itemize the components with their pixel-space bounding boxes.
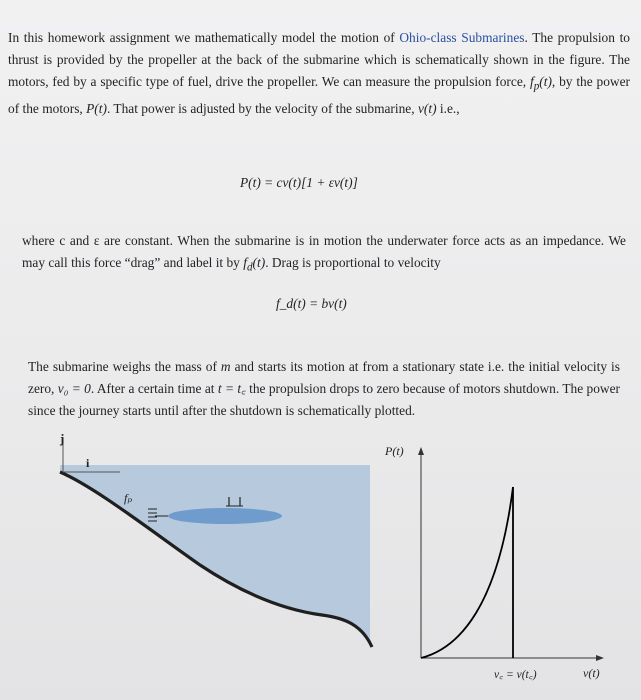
intro-text-3: , by the power of the motors, — [8, 73, 630, 116]
v-axis-arrow-icon — [596, 655, 604, 661]
drag-paragraph — [22, 230, 626, 279]
vc-label: v꜀ = v(t꜀) — [494, 669, 537, 681]
submarine-hull — [168, 508, 282, 524]
intro-text-5: i.e., — [436, 100, 460, 116]
power-curve — [421, 487, 513, 658]
intro-paragraph — [8, 27, 630, 119]
velocity-symbol: v(t) — [417, 100, 437, 116]
initial-velocity: v₀ = 0 — [57, 380, 91, 396]
mass-text-2: and starts its motion at from a stationary state i.e. the initial velocity is zero, — [28, 359, 620, 396]
j-label: j — [60, 431, 65, 446]
drag-equation: f_d(t) = bv(t) — [276, 296, 347, 311]
intro-text-4: . That power is adjusted by the velocity of the submarine, — [106, 100, 418, 116]
p-axis-label: P(t) — [385, 444, 404, 458]
power-symbol: P(t) — [86, 100, 107, 116]
intro-text-2: . The propulsion to thrust is provided by the propeller at the back of the submarine which is schematically shown in the figure. The motors, fed by a specific type of fuel, drive the propeller. We can measure the propulsion force, — [8, 30, 630, 89]
v-axis-label: v(t) — [583, 666, 600, 680]
power-plot — [384, 444, 604, 681]
fp-symbol: $f_p(t)$ — [529, 73, 552, 93]
i-label: i — [86, 456, 90, 470]
intro-text: In this homework assignment we mathematically model the motion of — [8, 30, 400, 46]
fp-label: fₚ — [124, 491, 133, 505]
ohio-class-link[interactable]: Ohio-class Submarines — [399, 30, 525, 46]
mass-symbol: m — [220, 359, 231, 375]
cutoff-time: t = t꜀ — [217, 380, 246, 396]
submarine-figure — [0, 405, 641, 700]
fd-symbol: $f_d(t)$ — [243, 254, 266, 274]
drag-text-2: . Drag is proportional to velocity — [265, 254, 441, 270]
mass-text-4: the propulsion drops to zero because of motors shutdown. The power since the journey starts until after the shutdown is schematically plotted. — [28, 380, 620, 418]
p-axis-arrow-icon — [418, 447, 424, 455]
mass-text: The submarine weighs the mass of — [28, 359, 221, 375]
mass-text-3: . After a certain time at — [90, 380, 218, 396]
power-equation: P(t) = cv(t)[1 + εv(t)] — [240, 175, 358, 190]
drag-text: where c and ε are constant. When the submarine is in motion the underwater force acts as an impedance. We may call this force “drag” and label it by — [22, 233, 626, 270]
